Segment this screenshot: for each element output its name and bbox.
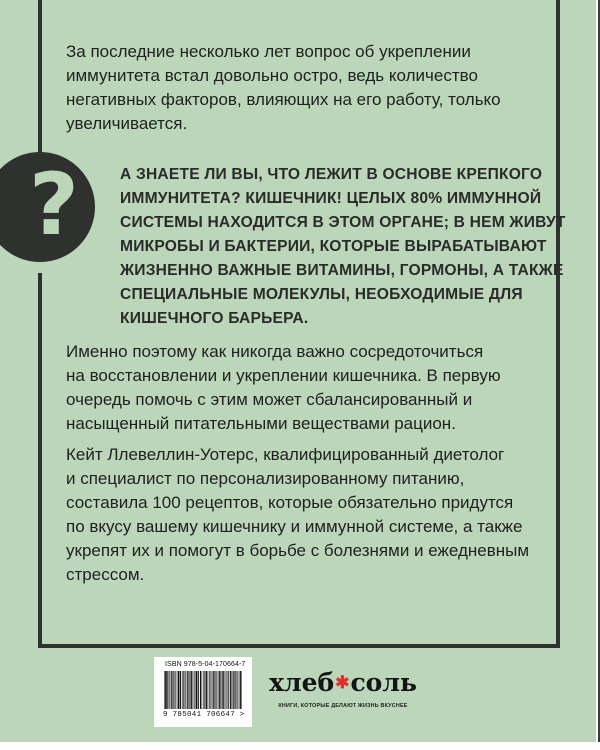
barcode-bar [213, 671, 214, 709]
frame-left-line-top [38, 0, 42, 165]
barcode-bar [222, 671, 223, 709]
isbn-label: ISBN 978-5-04-170664-7 [165, 661, 246, 668]
author-line: стрессом. [66, 565, 145, 584]
barcode-bar [218, 671, 219, 709]
intro-paragraph [66, 40, 501, 136]
barcode-bar [178, 671, 180, 709]
barcode-bar [164, 671, 165, 709]
publisher-logo-block [268, 670, 418, 710]
barcode-bar [194, 671, 195, 709]
publisher-logo [268, 670, 418, 699]
author-line: и специалист по персонализированному питанию, [66, 469, 465, 488]
barcode-bar [191, 671, 192, 709]
frame-left-line-bottom [38, 273, 42, 648]
callout-line: ИММУНИТЕТА? КИШЕЧНИК! ЦЕЛЫХ 80% ИММУННОЙ [120, 190, 542, 207]
barcode-bar [209, 671, 210, 709]
callout-line: КИШЕЧНОГО БАРЬЕРА. [120, 310, 309, 327]
barcode-bar [172, 671, 173, 709]
barcode-bar [188, 671, 189, 709]
question-mark-glyph: ? [29, 155, 79, 255]
author-line: по вкусу вашему кишечнику и иммунной системе, а также [66, 517, 523, 536]
callout-line: СИСТЕМЫ НАХОДИТСЯ В ЭТОМ ОРГАНЕ; В НЕМ ЖИВУТ [120, 214, 566, 231]
barcode-bar [204, 671, 205, 709]
middle-line: Именно поэтому как никогда важно сосредоточиться [66, 342, 484, 361]
callout-line: ЖИЗНЕННО ВАЖНЫЕ ВИТАМИНЫ, ГОРМОНЫ, А ТАКЖЕ [120, 262, 564, 279]
barcode-bar [215, 671, 216, 709]
barcode-digits: 9 785041 706647 > [163, 711, 245, 719]
barcode-bar [202, 671, 203, 709]
cover-bottom-edge [0, 742, 600, 750]
callout-paragraph [120, 163, 566, 331]
intro-line: иммунитета встал довольно остро, ведь количество [66, 66, 478, 85]
intro-line: За последние несколько лет вопрос об укреплении [66, 42, 471, 61]
publisher-tagline: КНИГИ, КОТОРЫЕ ДЕЛАЮТ ЖИЗНЬ ВКУСНЕЕ [278, 703, 408, 709]
callout-line: СПЕЦИАЛЬНЫЕ МОЛЕКУЛЫ, НЕОБХОДИМЫЕ ДЛЯ [120, 286, 523, 303]
barcode-bar [241, 671, 242, 709]
barcode-bar [185, 671, 186, 709]
barcode-bar [200, 671, 201, 709]
barcode-bar [235, 671, 236, 709]
author-line: составила 100 рецептов, которые обязательно придутся [66, 493, 514, 512]
barcode-bar [196, 671, 198, 709]
barcode-bar [167, 671, 168, 709]
barcode-bar [239, 671, 240, 709]
author-line: укрепят их и помогут в борьбе с болезнями и ежедневным [66, 541, 530, 560]
barcode-bar [187, 671, 188, 709]
intro-line: увеличивается. [66, 114, 188, 133]
barcode-bar [206, 671, 207, 709]
author-line: Кейт Ллевеллин-Уотерс, квалифицированный диетолог [66, 445, 505, 464]
barcode-bar [220, 671, 221, 709]
barcode-bar [237, 671, 238, 709]
barcode-bar [231, 671, 232, 709]
barcode-bar [227, 671, 228, 709]
barcode-bar [180, 671, 181, 709]
barcode-bar [212, 671, 213, 709]
barcode-bar [189, 671, 190, 709]
barcode-bar [214, 671, 215, 709]
author-paragraph [66, 443, 529, 587]
intro-line: негативных факторов, влияющих на его работу, только [66, 90, 501, 109]
middle-line: насыщенный питательными веществами рацион. [66, 414, 456, 433]
callout-line: А ЗНАЕТЕ ЛИ ВЫ, ЧТО ЛЕЖИТ В ОСНОВЕ КРЕПКОГО [120, 166, 543, 183]
barcode-bar [233, 671, 234, 709]
barcode-bar [193, 671, 194, 709]
barcode-bar [203, 671, 204, 709]
barcode-bar [177, 671, 178, 709]
middle-paragraph [66, 340, 501, 436]
publisher-name-left: хлеб [269, 668, 335, 697]
star-icon: ✱ [335, 673, 350, 693]
middle-line: на восстановлении и укреплении кишечника. В первую [66, 366, 501, 385]
barcode-bar [198, 671, 199, 709]
callout-line: МИКРОБЫ И БАКТЕРИИ, КОТОРЫЕ ВЫРАБАТЫВАЮТ [120, 238, 547, 255]
barcode-bar [169, 671, 170, 709]
barcode-bar [225, 671, 226, 709]
barcode-bar [223, 671, 224, 709]
barcode-bar [240, 671, 241, 709]
barcode-bar [228, 671, 229, 709]
barcode-bar [171, 671, 172, 709]
barcode-bar [230, 671, 231, 709]
barcode-bar [208, 671, 209, 709]
barcode-bar [219, 671, 220, 709]
frame-bottom-line [38, 644, 560, 648]
barcode-bar [182, 671, 183, 709]
middle-line: очередь помочь с этим может сбалансированный и [66, 390, 473, 409]
barcode-bar [175, 671, 176, 709]
publisher-name-right: соль [350, 668, 417, 697]
barcode-bar [183, 671, 184, 709]
barcode-bar [234, 671, 235, 709]
barcode-bar [173, 671, 174, 709]
barcode-icon [164, 671, 242, 709]
barcode-bar [165, 671, 167, 709]
barcode-panel [154, 657, 252, 727]
